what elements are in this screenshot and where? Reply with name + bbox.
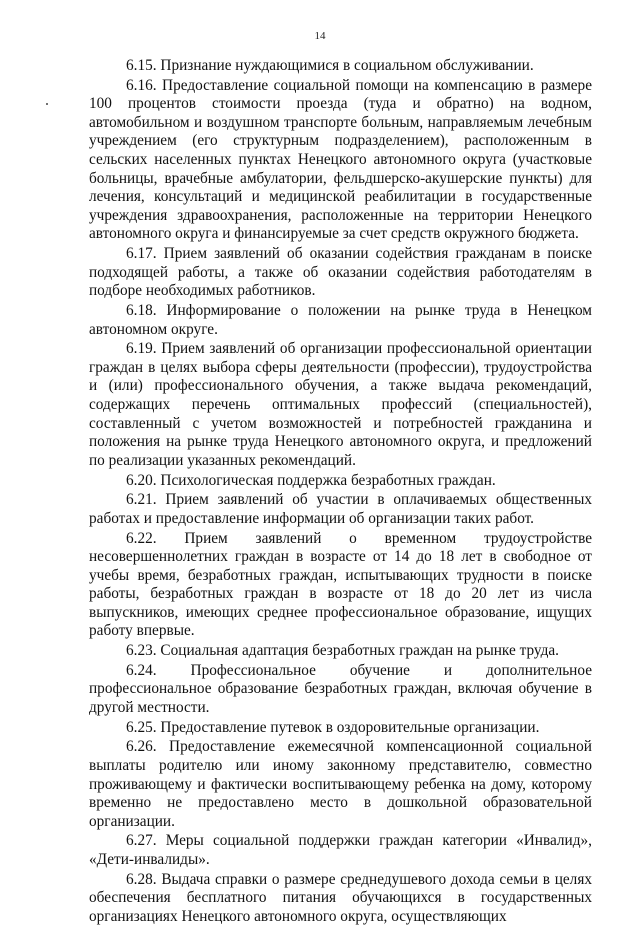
document-body (89, 57, 592, 927)
page-number: 14 (314, 30, 326, 42)
clause-6-26: 6.26. Предоставление ежемесячной компенсационной социальной выплаты родителю или иному законному представителю, совместно проживающему и фактически воспитывающему ребенка на дому, которому временно не предоставлено место в дошкольной образовательной организации. (89, 738, 592, 830)
clause-6-16: 6.16. Предоставление социальной помощи на компенсацию в размере 100 процентов стоимости проезда (туда и обратно) на водном, автомобильном и воздушном транспорте больным, направляемым лечебным учреждением (его структурным подразделением), расположенным в сельских населенных пунктах Ненецкого автономного округа (участковые больницы, врачебные амбулатории, фельдшерско-акушерские пункты) для лечения, консультаций и медицинской реабилитации в государственные учреждения здравоохранения, расположенные на территории Ненецкого автономного округа и финансируемые за счет средств окружного бюджета. (89, 76, 592, 243)
clause-6-21: 6.21. Прием заявлений об участии в оплачиваемых общественных работах и предоставление информации об организации таких работ. (89, 491, 592, 527)
clause-6-28: 6.28. Выдача справки о размере среднедушевого дохода семьи в целях обеспечения бесплатного питания обучающихся в государственных организациях Ненецкого автономного округа, осуществляющих (89, 870, 592, 925)
scan-speck (46, 103, 48, 105)
clause-6-20: 6.20. Психологическая поддержка безработных граждан. (126, 471, 496, 489)
clause-6-15: 6.15. Признание нуждающимися в социальном обслуживании. (126, 57, 534, 74)
clause-6-17: 6.17. Прием заявлений об оказании содействия гражданам в поиске подходящей работы, а также об оказании содействия работодателям в подборе необходимых работников. (89, 245, 592, 300)
clause-6-22: 6.22. Прием заявлений о временном трудоустройстве несовершеннолетних граждан в возрасте от 14 до 18 лет в свободное от учебы время, безработных граждан, испытывающих трудности в поиске работы, безработных граждан в возрасте от 18 до 20 лет из числа выпускников, имеющих среднее профессиональное образование, ищущих работу впервые. (89, 529, 592, 640)
clause-6-24: 6.24. Профессиональное обучение и дополнительное профессиональное образование безработных граждан, включая обучение в другой местности. (89, 661, 592, 717)
clause-6-18: 6.18. Информирование о положении на рынке труда в Ненецком автономном округе. (89, 302, 592, 338)
clause-6-23: 6.23. Социальная адаптация безработных граждан на рынке труда. (126, 642, 559, 660)
clause-6-25: 6.25. Предоставление путевок в оздоровительные организации. (126, 718, 540, 736)
clause-6-27: 6.27. Меры социальной поддержки граждан категории «Инвалид», «Дети-инвалиды». (89, 832, 592, 869)
clause-6-19: 6.19. Прием заявлений об организации профессиональной ориентации граждан в целях выбора сферы деятельности (профессии), трудоустройства и (или) профессионального обучения, а также выдача рекомендаций, содержащих перечень оптимальных профессий (специальностей), составленный с учетом возможностей и потребностей гражданина и положения на рынке труда Ненецкого автономного округа, и предложений по реализации указанных рекомендаций. (89, 340, 592, 469)
